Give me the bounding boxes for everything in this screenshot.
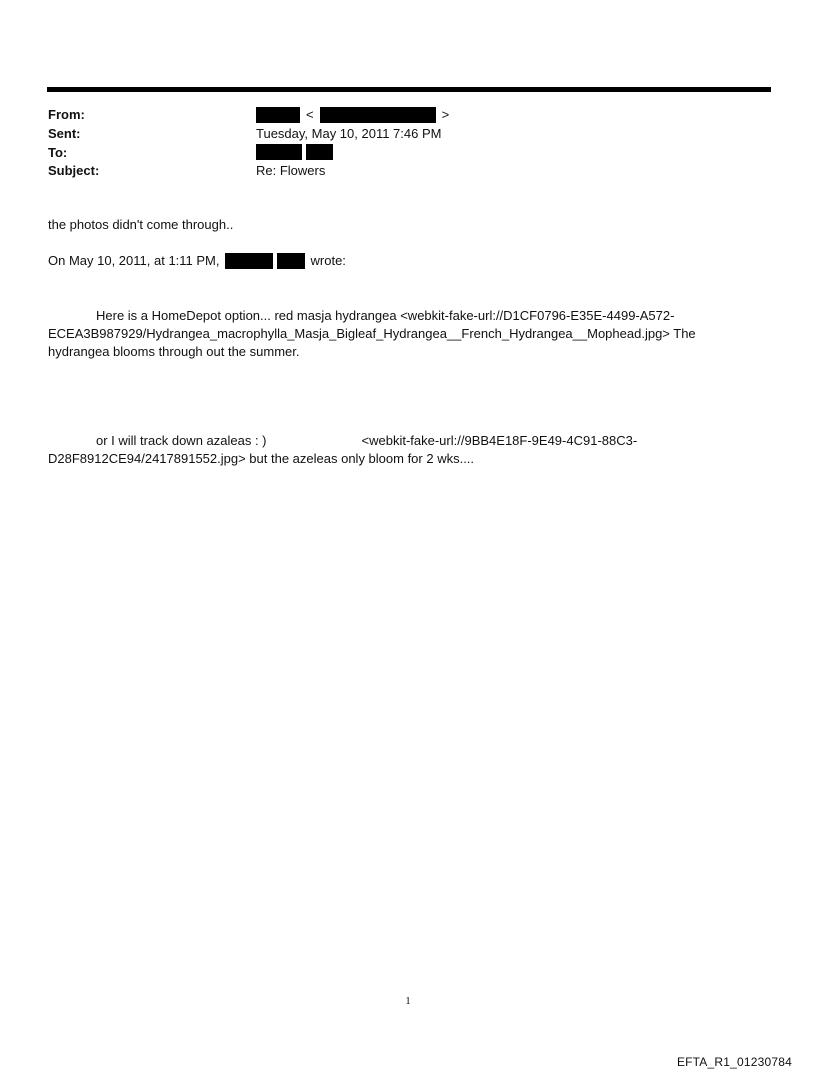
sent-label: Sent: <box>48 126 81 141</box>
quoted-paragraph-hydrangea <box>48 307 748 361</box>
from-close-bracket: > <box>441 107 450 122</box>
subject-label: Subject: <box>48 163 100 178</box>
sent-value: Tuesday, May 10, 2011 7:46 PM <box>256 126 442 141</box>
from-label: From: <box>48 107 85 122</box>
paragraph-line: ECEA3B987929/Hydrangea_macrophylla_Masja_Bigleaf_Hydrangea__French_Hydrangea__Mophead.jpg> The <box>48 326 696 341</box>
to-label: To: <box>48 145 68 160</box>
quote-prefix: On May 10, 2011, at 1:11 PM, <box>48 253 220 268</box>
header-rule <box>47 87 771 92</box>
bates-number: EFTA_R1_01230784 <box>676 1055 792 1069</box>
paragraph-line <box>48 307 748 325</box>
redaction-block <box>306 144 333 160</box>
paragraph-line-text: <webkit-fake-url://9BB4E18F-9E49-4C91-88C3- <box>361 433 638 448</box>
page-number: 1 <box>405 995 411 1007</box>
from-value <box>256 106 449 124</box>
paragraph-line: hydrangea blooms through out the summer. <box>48 344 300 359</box>
quoted-paragraph-azaleas <box>48 432 748 468</box>
reply-text: the photos didn't come through.. <box>48 217 234 232</box>
to-value <box>256 144 333 160</box>
redaction-block <box>320 107 436 123</box>
subject-value: Re: Flowers <box>256 163 326 178</box>
paragraph-line-text: Here is a HomeDepot option... red masja hydrangea <webkit-fake-url://D1CF0796-E35E-4499-A572- <box>96 308 675 323</box>
redaction-block <box>277 253 305 269</box>
paragraph-line <box>48 432 748 450</box>
from-open-bracket: < <box>306 107 314 122</box>
redaction-block <box>256 107 300 123</box>
quote-attribution <box>48 252 346 270</box>
quote-suffix: wrote: <box>310 253 346 268</box>
redaction-block <box>256 144 302 160</box>
paragraph-line-text: or I will track down azaleas : ) <box>96 433 267 448</box>
redaction-block <box>225 253 273 269</box>
paragraph-line: D28F8912CE94/2417891552.jpg> but the azeleas only bloom for 2 wks.... <box>48 451 475 466</box>
